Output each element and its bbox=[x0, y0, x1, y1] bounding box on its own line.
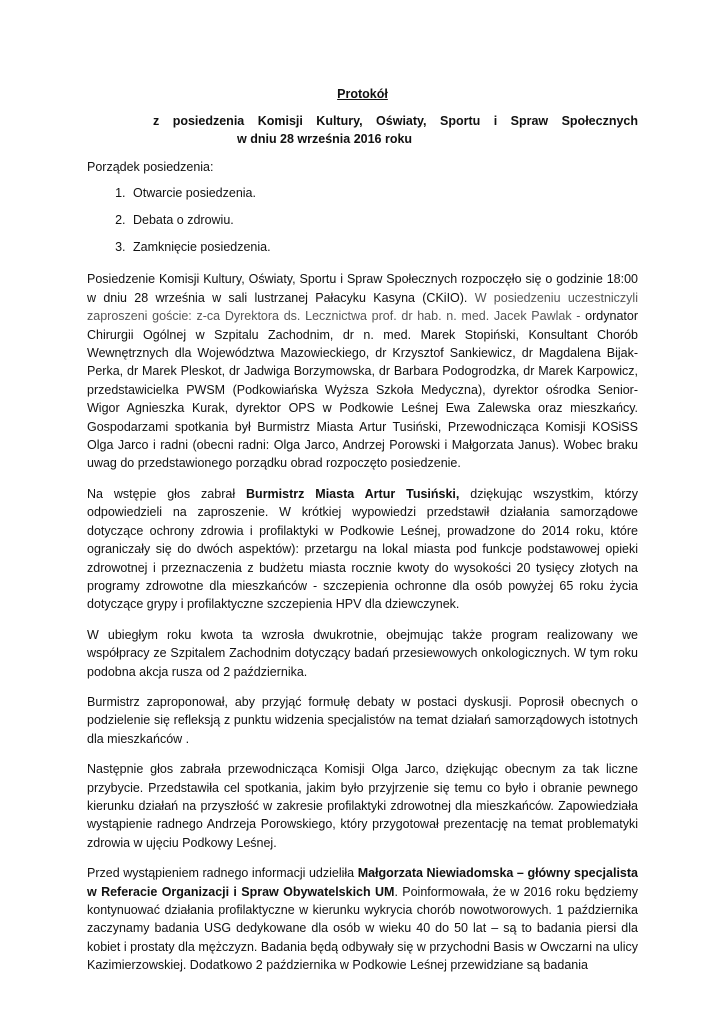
paragraph-opening-guests-gray: W posiedzeniu uczestniczyli zaproszeni goście: z-ca Dyrektora ds. Lecznictwa prof. dr hab. n. med. Jacek Pawlak - bbox=[87, 290, 638, 324]
agenda-list bbox=[87, 184, 638, 256]
paragraph-opening-text-a: Posiedzenie Komisji Kultury, Oświaty, Sportu i Spraw Społecznych rozpoczęło się o godzinie 18:00 w dniu 28 września w sali lustrzanej Pałacyku Kasyna (CKiIO). bbox=[87, 272, 638, 305]
paragraph-specialist-name-bold: Małgorzata Niewiadomska – główny specjalista w Referacie Organizacji i Spraw Obywatelskich UM bbox=[87, 866, 638, 899]
paragraph-chair: Następnie głos zabrała przewodnicząca Komisji Olga Jarco, dziękując obecnym za tak liczne przybycie. Przedstawiła cel spotkania, jakim było przyjrzenie się temu co było i obranie pewnego kierunku działań na przyszłość w zakresie profilaktyki zdrowotnej dla mieszkańców. Zapowiedziała wystąpienie radnego Andrzeja Porowskiego, który przygotował prezentację na temat problematyki zdrowia w ujęciu Podkowy Leśnej. bbox=[87, 762, 638, 850]
document-subtitle bbox=[87, 112, 638, 148]
paragraph-opening-text-c: ordynator Chirurgii Ogólnej w Szpitalu Zachodnim, dr n. med. Marek Stopiński, Konsultant Chorób Wewnętrznych dla Województwa Mazowieckiego, dr Krzysztof Sankiewicz, dr Magdalena Bijak-Perka, dr Marek Pleskot, dr Jadwiga Borzymowska, dr Barbara Podogrodzka, dr Marek Karpowicz, przedstawicielka PWSM (Podkowiańska Wyższa Szkoła Medyczna), dyrektor ośrodka Senior-Wigor Agnieszka Kurak, dyrektor OPS w Podkowie Leśnej Ewa Zalewska oraz mieszkańcy. Gospodarzami spotkania był Burmistrz Miasta Artur Tusiński, Przewodnicząca Komisji KOSiSS Olga Jarco i radni (obecni radni: Olga Jarco, Andrzej Porowski i Małgorzata Janus). Wobec braku uwag do przedstawionego porządku obrad rozpoczęto posiedzenie. bbox=[87, 309, 638, 471]
subtitle-line-2: w dniu 28 września 2016 roku bbox=[237, 132, 413, 146]
agenda-item: 3. Zamknięcie posiedzenia. bbox=[129, 238, 638, 256]
paragraph-mayor bbox=[87, 485, 638, 614]
paragraph-mayor-text-a: Na wstępie głos zabrał bbox=[87, 486, 247, 501]
paragraph-specialist-text-c: . Poinformowała, że w 2016 roku będziemy kontynuować działania profilaktyczne w kierunku wykrycia chorób nowotworowych. 1 października zaczynamy badania USG dedykowane dla osób w wieku 40 do 50 lat – są to badania piersi dla kobiet i prostaty dla mężczyzn. Badania będą odbywały się w przychodni Basis w Owczarni na ulicy Kazimierzowskiej. Dodatkowo 2 października w Podkowie Leśnej przewidziane są badania bbox=[87, 884, 638, 973]
paragraph-mayor-name-bold: Burmistrz Miasta Artur Tusiński, bbox=[246, 486, 460, 501]
agenda-item: 1. Otwarcie posiedzenia. bbox=[129, 184, 638, 202]
paragraph-funding: W ubiegłym roku kwota ta wzrosła dwukrotnie, obejmując także program realizowany we współpracy ze Szpitalem Zachodnim dotyczący badań przesiewowych onkologicznych. W tym roku podobna akcja rusza od 2 października. bbox=[87, 627, 638, 679]
paragraph-mayor-text-c: dziękując wszystkim, którzy odpowiedzieli na zaproszenie. W krótkiej wypowiedzi przedstawił działania samorządowe dotyczące ochrony zdrowia i profilaktyki w Podkowie Leśnej, prowadzone do 2014 roku, które ograniczały się do dwóch aspektów): przetargu na lokal miasta pod funkcje podstawowej opieki zdrowotnej i przeznaczenia z budżetu miasta rocznie kwoty do wysokości 20 tysięcy złotych na programy zdrowotne dla mieszkańców - szczepienia ochronne dla osób powyżej 65 roku życia dotyczące grypy i profilaktyczne szczepienia HPV dla dziewczynek. bbox=[87, 486, 639, 612]
paragraph-debate-format: Burmistrz zaproponował, aby przyjąć formułę debaty w postaci dyskusji. Poprosił obecnych o podzielenie się refleksją z punktu widzenia specjalistów na temat działań samorządowych istotnych dla mieszkańców . bbox=[87, 694, 638, 746]
paragraph-specialist-text-a: Przed wystąpieniem radnego informacji udzieliła bbox=[87, 866, 358, 881]
agenda-item: 2. Debata o zdrowiu. bbox=[129, 211, 638, 229]
paragraph-opening bbox=[87, 270, 638, 472]
subtitle-line-1: z posiedzenia Komisji Kultury, Oświaty, Sportu i Spraw Społecznych bbox=[153, 114, 638, 128]
document-title: Protokół bbox=[337, 87, 388, 101]
paragraph-specialist bbox=[87, 864, 638, 974]
agenda-label: Porządek posiedzenia: bbox=[87, 160, 214, 174]
